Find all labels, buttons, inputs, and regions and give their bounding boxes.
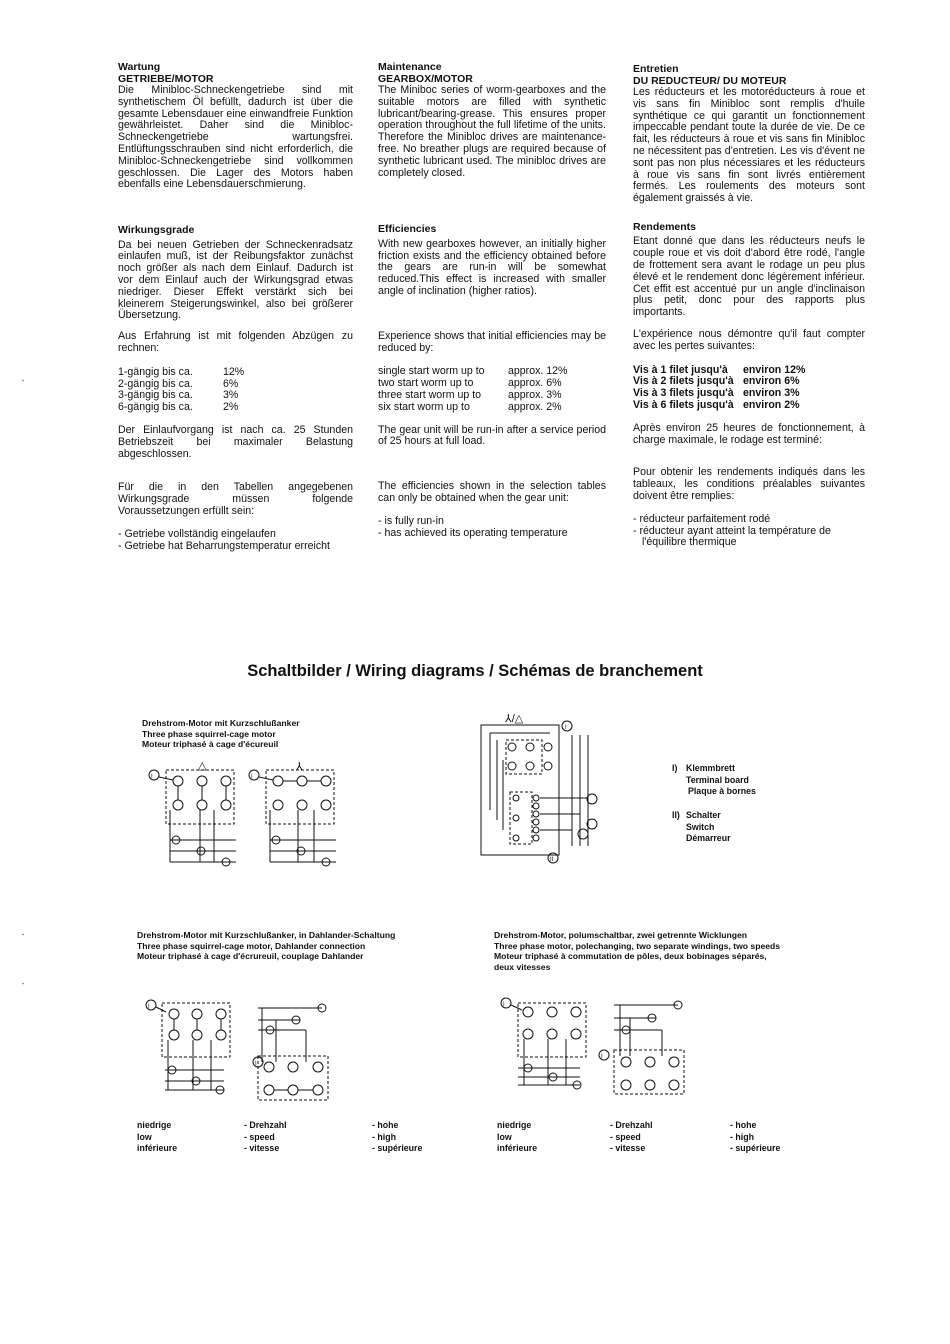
list-item: - Getriebe vollständig eingelaufen	[118, 527, 276, 540]
svg-text:I: I	[251, 774, 253, 780]
conditions-text-de: Für die in den Tabellen angegebenen Wirkungsgrade müssen folgende Voraussetzungen erfüllt sein:	[118, 481, 353, 518]
list-item: - Getriebe hat Beharrungstemperatur erreicht	[118, 539, 330, 552]
efficiency-heading-en: Efficiencies	[378, 223, 437, 236]
svg-text:I: I	[565, 725, 567, 731]
runin-text-de: Der Einlaufvorgang ist nach ca. 25 Stunden Betriebszeit bei maximaler Belastung abgeschlossen.	[118, 424, 353, 460]
runin-text-fr: Après environ 25 heures de fonctionnement, à charge maximale, le rodage est terminé:	[633, 421, 865, 446]
table-row: six start worm up to approx. 2%	[378, 400, 562, 413]
table-row: 2-gängig bis ca. 6%	[118, 377, 239, 390]
table-row: Vis à 2 filets jusqu'à environ 6%	[633, 375, 800, 388]
experience-text-en: Experience shows that initial efficiencies may be reduced by:	[378, 329, 606, 354]
diagram3-caption: Drehstrom-Motor mit Kurzschlußanker, in Dahlander-Schaltung Three phase squirrel-cage motor, Dahlander connection Moteur triphasé à cage d'écrureuil, couplage Dahlander	[137, 930, 396, 961]
speed-high-legend-left: - hohe - high - supérieure	[372, 1120, 423, 1153]
scan-mark	[22, 934, 24, 935]
maintenance-text-fr: Les réducteurs et les motoréducteurs à roue et vis sans fin Minibloc sont remplis d'huile synthétique ce qui garantit un fonctionnement impeccable pendant toute la durée de vie. De ce fait, les réducteurs à roue et vis sans fin Minibloc ne nécessitent pas d'entretien. Les vis d'évent ne sont pas non plus nécessiares et les réducteurs à roue vis sans fin sont livrés entièrement fermés. Les roulements des moteurs sont également graissés à vie.	[633, 86, 865, 205]
svg-text:△: △	[198, 760, 207, 772]
star-connection-diagram	[249, 761, 336, 866]
table-row: Vis à 3 filets jusqu'à environ 3%	[633, 387, 800, 400]
delta-connection-diagram	[149, 760, 236, 866]
diagram4-caption: Drehstrom-Motor, polumschaltbar, zwei getrennte Wicklungen Three phase motor, polechanging, two separate windings, two speeds Moteur triphasé à commutation de pôles, deux bobinages séparés, deux vitesses	[494, 930, 781, 972]
table-row: single start worm up to approx. 12%	[378, 365, 568, 378]
table-row: 3-gängig bis ca. 3%	[118, 389, 239, 402]
svg-text:I: I	[601, 1054, 603, 1060]
efficiency-text-de: Da bei neuen Getrieben der Schneckenradsatz einlaufen muß, ist der Reibungsfaktor zunächst noch größer als nach dem Einlauf. Dadurch ist vor dem Einlauf auch der Wirkungsgrad etwas niedriger. Dieser Effekt verstärkt sich bei kleinerem Steigerungswinkel, also bei größerer Übersetzung.	[118, 238, 353, 322]
speed-label-legend-right: - Drehzahl - speed - vitesse	[610, 1120, 653, 1153]
svg-text:⅄/△: ⅄/△	[505, 713, 524, 725]
conditions-text-en: The efficiencies shown in the selection tables can only be obtained when the gear unit:	[378, 480, 606, 505]
svg-text:I: I	[151, 774, 153, 780]
dahlander-low-speed-diagram	[146, 1000, 230, 1094]
speed-low-legend-right: niedrige low inférieure	[497, 1120, 538, 1153]
maintenance-subheading-de: GETRIEBE/MOTOR	[118, 72, 214, 85]
svg-text:I: I	[503, 1002, 505, 1008]
table-row: three start worm up to approx. 3%	[378, 389, 562, 402]
maintenance-text-en: The Miniboc series of worm-gearboxes and the suitable motors are filled with synthetic lubricant/bearing-grease. This ensures proper operation throughout the full lifetime of the units. Therefore the Minibloc drives are maintenance-free. No breather plugs are required because of synthetic lubricant used. The minibloc drives are completely closed.	[378, 84, 606, 179]
conditions-text-fr: Pour obtenir les rendements indiqués dans les tableaux, les conditions préalables suivantes doivent être remplies:	[633, 466, 865, 503]
list-item: - has achieved its operating temperature	[378, 526, 568, 539]
speed-label-legend-left: - Drehzahl - speed - vitesse	[244, 1120, 287, 1153]
star-delta-starter-diagram	[481, 713, 597, 863]
table-row: 1-gängig bis ca. 12%	[118, 365, 245, 378]
efficiency-text-fr: Etant donné que dans les réducteurs neufs le couple roue et vis doit d'abord être rodé, l'angle de frottement sera avant le rodage un peu plus élevé et le rendement donc légèrement inférieur. Cet effit est accentué pur un angle d'inclinaison plus petit, donc pour des rapports plus importants.	[633, 235, 865, 319]
speed-high-legend-right: - hohe - high - supérieure	[730, 1120, 781, 1153]
table-row: two start worm up to approx. 6%	[378, 377, 562, 390]
maintenance-subheading-en: GEARBOX/MOTOR	[378, 72, 473, 85]
svg-text:I: I	[148, 1004, 150, 1010]
scan-mark	[22, 380, 24, 381]
terminal-board-legend: I) Klemmbrett Terminal board Plaque à bornes	[672, 763, 756, 796]
two-windings-high-speed-diagram	[599, 1001, 684, 1094]
svg-text:I: I	[255, 1061, 257, 1067]
efficiency-heading-de: Wirkungsgrade	[118, 224, 195, 237]
list-item: - is fully run-in	[378, 514, 444, 527]
speed-low-legend-left: niedrige low inférieure	[137, 1120, 178, 1153]
runin-text-en: The gear unit will be run-in after a service period of 25 hours at full load.	[378, 423, 606, 448]
experience-text-fr: L'expérience nous démontre qu'il faut compter avec les pertes suivantes:	[633, 328, 865, 352]
experience-text-de: Aus Erfahrung ist mit folgenden Abzügen zu rechnen:	[118, 330, 353, 355]
svg-text:⅄: ⅄	[296, 761, 303, 773]
maintenance-text-de: Die Minibloc-Schneckengetriebe sind mit synthetischem Öl befüllt, dadurch ist über die gesamte Lebensdauer eine einwandfreie Funktion gewährleistet. Daher sind die Minibloc-Schneckengetriebe wartungsfrei. Entlüftungsschrauben sind nicht erforderlich, die Minibloc-Schneckengetriebe sind vollkommen geschlossen. Die Lager des Motors haben ebenfalls eine Lebensdauerschmierung.	[118, 84, 353, 191]
svg-text:II: II	[550, 857, 554, 863]
efficiency-text-en: With new gearboxes however, an initially higher friction exists and the efficiency obtained before the gears are run-in will be somewhat reduced.This effect is increased with smaller angle of inclination (higher ratios).	[378, 237, 606, 298]
table-row: Vis à 6 filets jusqu'à environ 2%	[633, 399, 800, 412]
dahlander-high-speed-diagram	[253, 1004, 328, 1100]
table-row: 6-gängig bis ca. 2%	[118, 401, 239, 414]
maintenance-heading-en: Maintenance	[378, 61, 442, 73]
list-item: - réducteur parfaitement rodé	[633, 512, 771, 525]
two-windings-low-speed-diagram	[501, 998, 586, 1089]
efficiency-heading-fr: Rendements	[633, 220, 697, 233]
wiring-section-title: Schaltbilder / Wiring diagrams / Schémas de branchement	[247, 662, 703, 680]
table-row: Vis à 1 filet jusqu'à environ 12%	[633, 363, 806, 376]
list-item: - réducteur ayant atteint la température de l'équilibre thermique	[633, 524, 831, 549]
maintenance-heading-fr: Entretien	[633, 63, 679, 75]
maintenance-subheading-fr: DU REDUCTEUR/ DU MOTEUR	[633, 74, 787, 87]
switch-legend: II) Schalter Switch Démarreur	[672, 810, 731, 843]
maintenance-heading-de: Wartung	[118, 61, 161, 73]
diagram1-caption: Drehstrom-Motor mit Kurzschlußanker Three phase squirrel-cage motor Moteur triphasé à cage d'écureuil	[142, 718, 300, 749]
scan-mark	[22, 983, 24, 984]
